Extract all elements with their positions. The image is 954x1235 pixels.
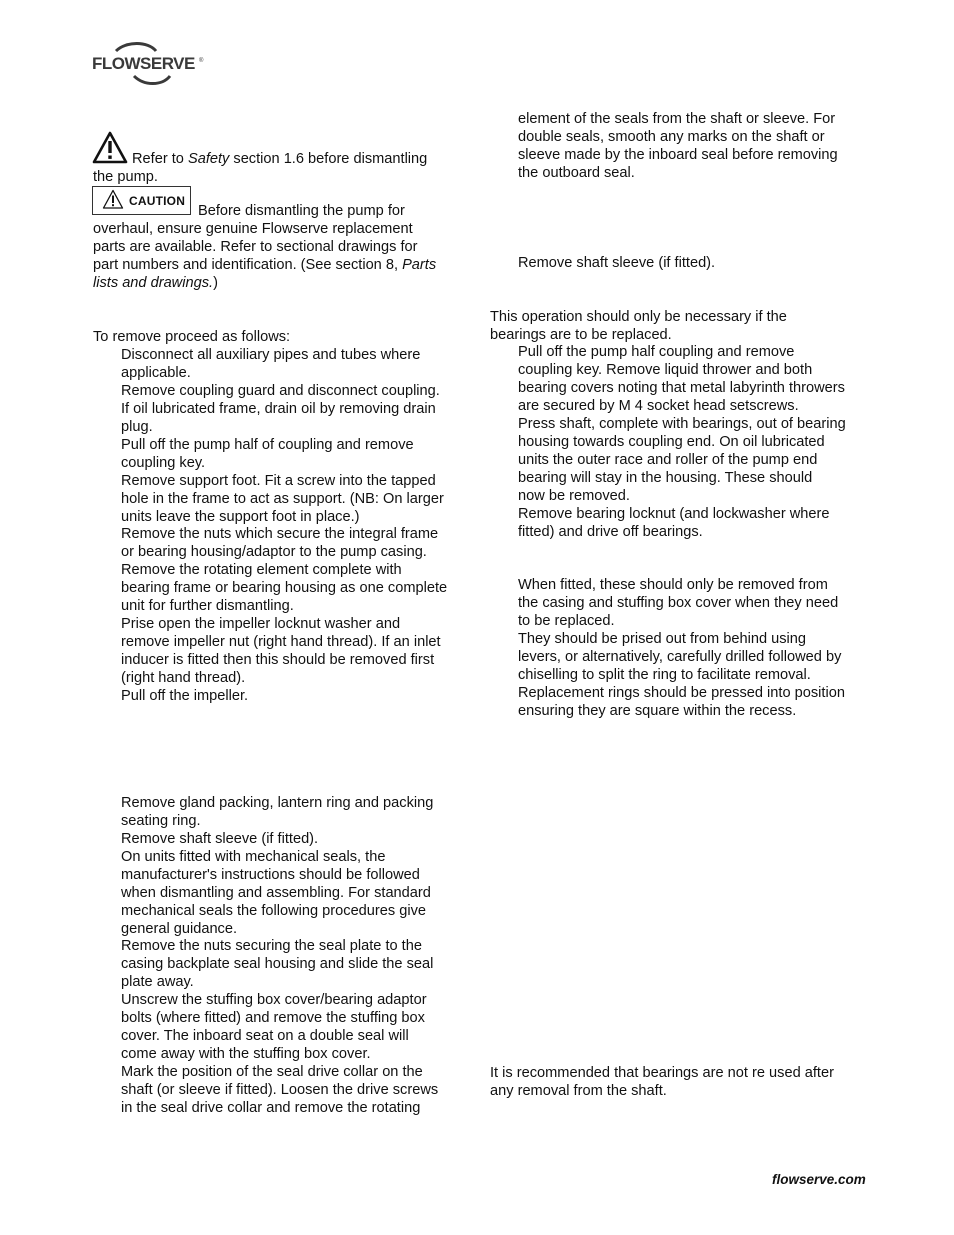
footer-website: flowserve.com (772, 1172, 866, 1187)
remove-intro: To remove proceed as follows: (93, 329, 291, 345)
ring-step-line: Replacement rings should be pressed into position (518, 685, 845, 701)
seal-step-line: general guidance. (121, 921, 238, 937)
remove-step-line: (right hand thread). (121, 670, 246, 686)
safety-line-2: the pump. (93, 169, 158, 185)
bearing-step-line: fitted) and drive off bearings. (518, 524, 703, 540)
seal-step-line: mechanical seals the following procedures give (121, 903, 427, 919)
seal-step-line: cover. The inboard seat on a double seal will (121, 1028, 409, 1044)
remove-step-line: applicable. (121, 365, 191, 381)
remove-step-line: Remove coupling guard and disconnect coupling. (121, 383, 440, 399)
caution-label-box (92, 186, 191, 215)
seal-step-line: seating ring. (121, 813, 201, 829)
remove-step-line: Remove the nuts which secure the integral frame (121, 526, 439, 542)
ring-step-line: the casing and stuffing box cover when they need (518, 595, 839, 611)
caution-line: part numbers and identification. (See section 8, Parts (93, 257, 437, 273)
ring-step-line: levers, or alternatively, carefully drilled followed by (518, 649, 842, 665)
remove-step-line: Pull off the pump half of coupling and remove (121, 437, 414, 453)
caution-line: Before dismantling the pump for (198, 203, 405, 219)
bearing-step-line: units the outer race and roller of the pump end (518, 452, 818, 468)
ring-step-line: They should be prised out from behind using (518, 631, 806, 647)
seal-continued-line: double seals, smooth any marks on the shaft or (518, 129, 825, 145)
remove-step-line: plug. (121, 419, 153, 435)
caution-word: CAUTION (129, 194, 186, 208)
seal-step-line: Mark the position of the seal drive collar on the (121, 1064, 423, 1080)
caution-triangle-icon (102, 189, 124, 210)
warning-triangle-icon (92, 131, 128, 164)
caution-line: overhaul, ensure genuine Flowserve replacement (93, 221, 413, 237)
bearing-step-line: bearing will stay in the housing. These should (518, 470, 813, 486)
remove-step-line: hole in the frame to act as support. (NB: On larger (121, 491, 444, 507)
bearing-step-line: coupling key. Remove liquid thrower and both (518, 362, 813, 378)
seal-step-line: Unscrew the stuffing box cover/bearing adaptor (121, 992, 427, 1008)
seal-step-line: manufacturer's instructions should be followed (121, 867, 420, 883)
flowserve-logo (92, 42, 204, 88)
bearing-step-line: bearing covers noting that metal labyrinth throwers (518, 380, 845, 396)
remove-step-line: units leave the support foot in place.) (121, 509, 360, 525)
ring-step-line: to be replaced. (518, 613, 615, 629)
remove-step-line: Disconnect all auxiliary pipes and tubes where (121, 347, 421, 363)
bearings-intro-line: bearings are to be replaced. (490, 327, 672, 343)
seal-step-line: plate away. (121, 974, 194, 990)
seal-step-line: Remove shaft sleeve (if fitted). (121, 831, 319, 847)
logo-text: FLOWSERVE (92, 54, 195, 73)
seal-step-line: On units fitted with mechanical seals, the (121, 849, 386, 865)
remove-step-line: or bearing housing/adaptor to the pump casing. (121, 544, 427, 560)
remove-step-line: bearing frame or bearing housing as one complete (121, 580, 448, 596)
seal-step-line: in the seal drive collar and remove the rotating (121, 1100, 421, 1116)
remove-step-line: If oil lubricated frame, drain oil by removing drain (121, 401, 436, 417)
remove-step-line: Pull off the impeller. (121, 688, 249, 704)
logo-registered-mark: ® (199, 58, 204, 64)
shaft-sleeve-step: Remove shaft sleeve (if fitted). (518, 255, 716, 271)
seal-step-line: when dismantling and assembling. For standard (121, 885, 431, 901)
bearing-step-line: Remove bearing locknut (and lockwasher where (518, 506, 830, 522)
bearing-step-line: Press shaft, complete with bearings, out of bearing (518, 416, 846, 432)
seal-step-line: shaft (or sleeve if fitted). Loosen the drive screws (121, 1082, 439, 1098)
remove-step-line: Prise open the impeller locknut washer and (121, 616, 401, 632)
caution-line: parts are available. Refer to sectional drawings for (93, 239, 418, 255)
remove-step-line: Remove the rotating element complete with (121, 562, 402, 578)
bearing-note-line: any removal from the shaft. (490, 1083, 667, 1099)
seal-step-line: Remove gland packing, lantern ring and packing (121, 795, 434, 811)
safety-line-1: Refer to Safety section 1.6 before dismantling (132, 151, 428, 167)
seal-step-line: come away with the stuffing box cover. (121, 1046, 371, 1062)
bearing-note-line: It is recommended that bearings are not re used after (490, 1065, 834, 1081)
ring-step-line: chiselling to split the ring to facilitate removal. (518, 667, 811, 683)
bearing-step-line: housing towards coupling end. On oil lubricated (518, 434, 825, 450)
bearing-step-line: now be removed. (518, 488, 630, 504)
ring-step-line: ensuring they are square within the recess. (518, 703, 797, 719)
ring-step-line: When fitted, these should only be removed from (518, 577, 828, 593)
seal-step-line: bolts (where fitted) and remove the stuffing box (121, 1010, 425, 1026)
remove-step-line: inducer is fitted then this should be removed first (121, 652, 435, 668)
bearing-step-line: Pull off the pump half coupling and remove (518, 344, 795, 360)
seal-step-line: Remove the nuts securing the seal plate to the (121, 938, 422, 954)
seal-continued-line: sleeve made by the inboard seal before removing (518, 147, 838, 163)
seal-continued-line: element of the seals from the shaft or sleeve. For (518, 111, 836, 127)
remove-step-line: remove impeller nut (right hand thread). If an inlet (121, 634, 441, 650)
remove-step-line: unit for further dismantling. (121, 598, 294, 614)
caution-line: lists and drawings.) (93, 275, 218, 291)
bearings-intro-line: This operation should only be necessary if the (490, 309, 787, 325)
remove-step-line: Remove support foot. Fit a screw into the tapped (121, 473, 436, 489)
seal-continued-line: the outboard seal. (518, 165, 635, 181)
remove-step-line: coupling key. (121, 455, 206, 471)
bearing-step-line: are secured by M 4 socket head setscrews. (518, 398, 799, 414)
seal-step-line: casing backplate seal housing and slide the seal (121, 956, 434, 972)
